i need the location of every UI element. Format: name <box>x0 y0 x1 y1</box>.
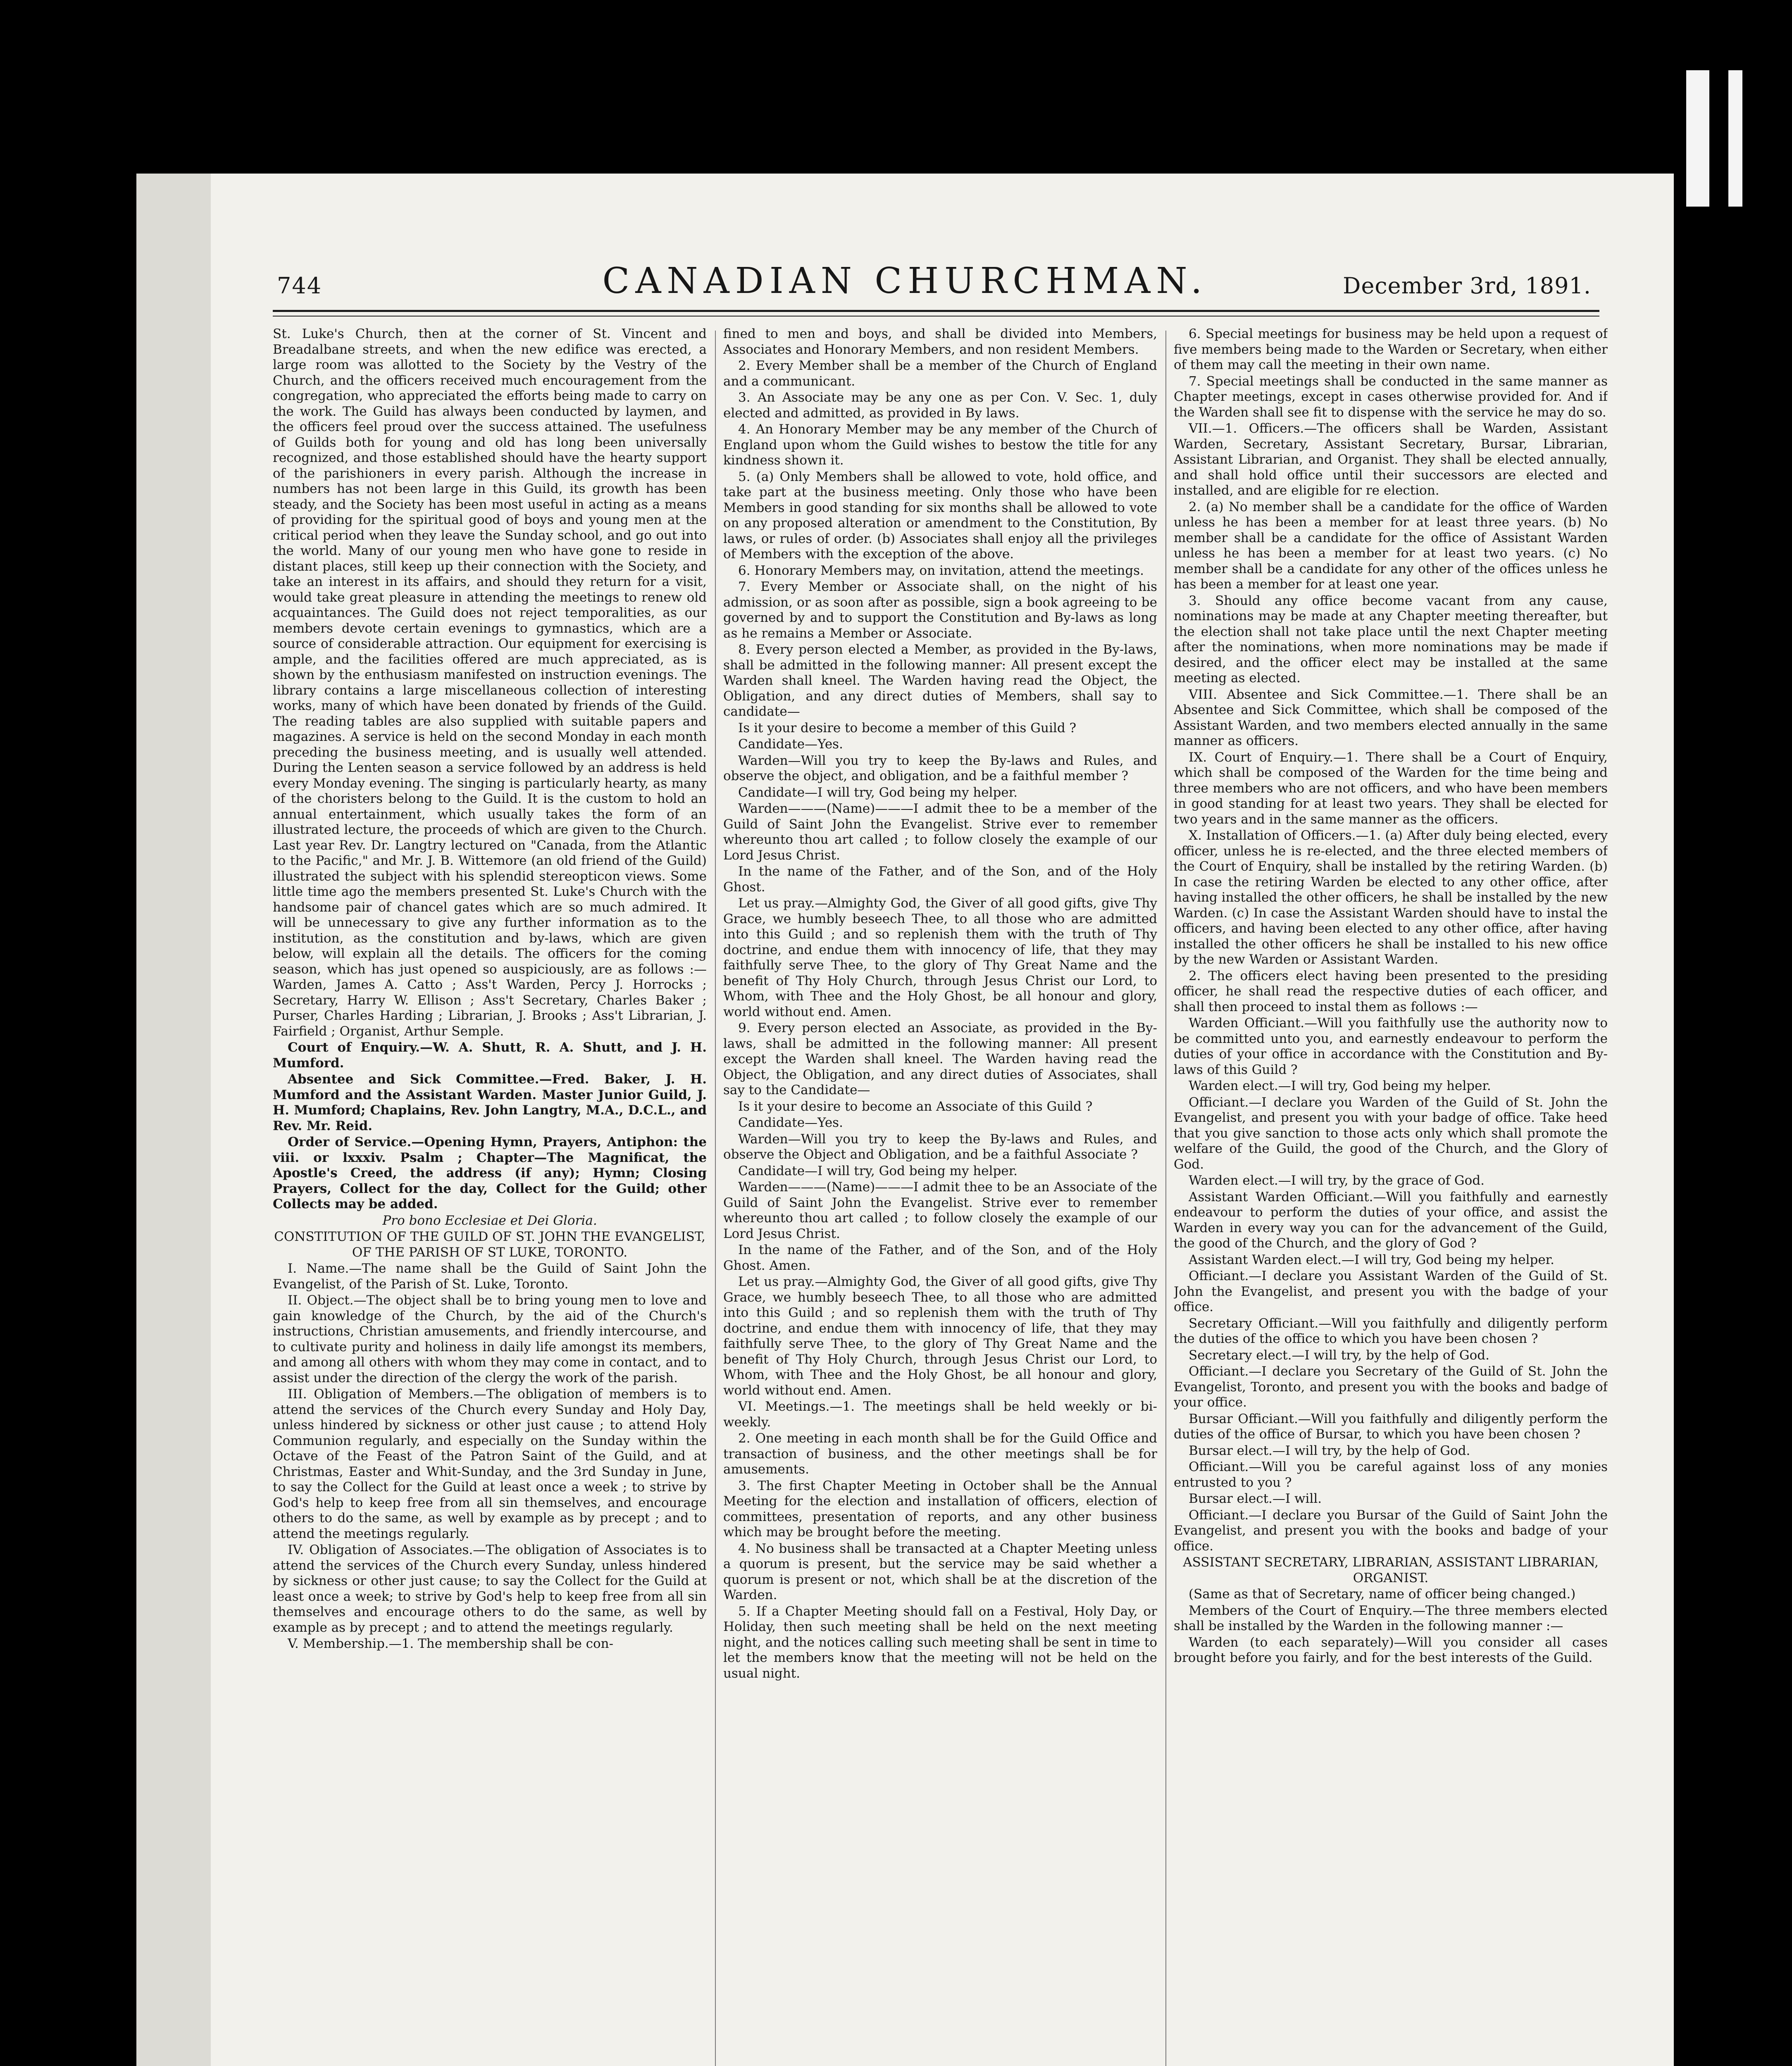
article-paragraph: 6. Special meetings for business may be held upon a request of five members being made to the Warden or Secretary, when either of them may call the meeting in their own name. <box>1174 326 1608 372</box>
article-paragraph: Secretary Officiant.—Will you faithfully and diligently perform the duties of the office to which you have been chosen ? <box>1174 1316 1608 1346</box>
article-paragraph: II. Object.—The object shall be to bring young men to love and gain knowledge of the Church, by the aid of the Church's instructions, Christian amusements, and friendly intercourse, and to cultivate purity and holiness in daily life amongst its members, and among all others with whom they may come in contact, and to assist under the direction of the clergy the work of the parish. <box>273 1293 707 1385</box>
article-paragraph: 8. Every person elected a Member, as provided in the By-laws, shall be admitted in the following manner: All present except the Warden shall kneel. The Warden having read the Object, the Obligation, and any direct duties of Members, shall say to candidate— <box>723 642 1157 719</box>
article-paragraph: In the name of the Father, and of the Son, and of the Holy Ghost. Amen. <box>723 1242 1157 1273</box>
article-paragraph: Candidate—Yes. <box>738 737 843 752</box>
article-paragraph: Let us pray.—Almighty God, the Giver of all good gifts, give Thy Grace, we humbly beseech Thee, to all those who are admitted into this Guild ; and so replenish them with the truth of Thy doctrine, and endue them with innocency of life, that they may faithfully serve Thee, to the glory of Thy Great Name and the benefit of Thy Holy Church, through Jesus Christ our Lord, to Whom, with Thee and the Holy Ghost, be all honour and glory, world without end. Amen. <box>723 896 1157 1019</box>
article-paragraph: 3. An Associate may be any one as per Con. V. Sec. 1, duly elected and admitted, as provided in By laws. <box>723 390 1157 421</box>
column-1 <box>273 326 707 2066</box>
article-paragraph: fined to men and boys, and shall be divided into Members, Associates and Honorary Members, and non resident Members. <box>723 326 1157 357</box>
column-2 <box>723 326 1157 2066</box>
article-paragraph: Officiant.—I declare you Assistant Warden of the Guild of St. John the Evangelist, and present you with the badge of your office. <box>1174 1269 1608 1314</box>
court-of-enquiry-list: Court of Enquiry.—W. A. Shutt, R. A. Shutt, and J. H. Mumford. <box>273 1040 707 1071</box>
column-divider <box>1165 331 1166 2066</box>
page-number: 744 <box>277 273 322 299</box>
section-heading: ASSISTANT SECRETARY, LIBRARIAN, ASSISTANT LIBRARIAN, ORGANIST. <box>1183 1555 1599 1585</box>
article-paragraph: Warden—Will you try to keep the By-laws and Rules, and observe the object, and obligation, and be a faithful member ? <box>723 753 1157 783</box>
page-header <box>136 260 1674 310</box>
article-paragraph: Bursar Officiant.—Will you faithfully and diligently perform the duties of the office of Bursar, to which you have been chosen ? <box>1174 1411 1608 1442</box>
article-paragraph: Candidate—I will try, God being my helper. <box>738 785 1018 800</box>
article-paragraph: Is it your desire to become an Associate of this Guild ? <box>738 1099 1093 1114</box>
constitution-heading: CONSTITUTION OF THE GUILD OF ST. JOHN THE EVANGELIST, OF THE PARISH OF ST LUKE, TORONTO. <box>274 1229 705 1260</box>
article-paragraph: Warden elect.—I will try, God being my helper. <box>1189 1078 1491 1093</box>
column-divider <box>715 331 716 2066</box>
masthead-title: CANADIAN CHURCHMAN. <box>602 260 1208 302</box>
article-paragraph: III. Obligation of Members.—The obligation of members is to attend the services of the Church every Sunday and Holy Day, unless hindered by sickness or other just cause ; to attend Holy Communion regularly, and especially on the Sunday within the Octave of the Feast of the Patron Saint of the Guild, and at Christmas, Easter and Whit-Sunday, and the 3rd Sunday in June, to say the Collect for the Guild at least once a week ; to strive by God's help to keep free from all sin themselves, and encourage others to do the same, as well by example as by precept ; and to attend the meetings regularly. <box>273 1387 707 1541</box>
article-paragraph: Officiant.—Will you be careful against loss of any monies entrusted to you ? <box>1174 1459 1608 1490</box>
article-paragraph: VIII. Absentee and Sick Committee.—1. There shall be an Absentee and Sick Committee, which shall be composed of the Assistant Warden, and two members elected annually in the same manner as officers. <box>1174 687 1608 748</box>
article-paragraph: Members of the Court of Enquiry.—The three members elected shall be installed by the Warden in the following manner :— <box>1174 1603 1608 1633</box>
sick-committee-list: Absentee and Sick Committee.—Fred. Baker, J. H. Mumford and the Assistant Warden. Master Junior Guild, J. H. Mumford; Chaplains, Rev. John Langtry, M.A., D.C.L., and Rev. Mr. Reid. <box>273 1072 707 1133</box>
article-paragraph: 3. The first Chapter Meeting in October shall be the Annual Meeting for the election and installation of officers, election of committees, presentation of reports, and any other business which may be brought before the meeting. <box>723 1478 1157 1540</box>
article-paragraph: 2. The officers elect having been presented to the presiding officer, he shall read the respective duties of each officer, and shall then proceed to instal them as follows :— <box>1174 968 1608 1014</box>
newspaper-page <box>136 174 1674 2066</box>
article-paragraph: Officiant.—I declare you Secretary of the Guild of St. John the Evangelist, Toronto, and present you with the books and badge of your office. <box>1174 1364 1608 1410</box>
film-margin-mark <box>1686 70 1709 207</box>
article-paragraph: Officiant.—I declare you Bursar of the Guild of Saint John the Evangelist, and present you with the books and badge of your office. <box>1174 1507 1608 1554</box>
article-paragraph: 5. (a) Only Members shall be allowed to vote, hold office, and take part at the business meeting. Only those who have been Members in good standing for six months shall be allowed to vote on any proposed alteration or amendment to the Constitution, By laws, or rules of order. (b) Associates shall enjoy all the privileges of Members with the exception of the above. <box>723 469 1157 562</box>
article-paragraph: Warden Officiant.—Will you faithfully use the authority now to be committed unto you, and earnestly endeavour to perform the duties of your office in accordance with the Constitution and By-laws of this Guild ? <box>1174 1016 1608 1077</box>
article-paragraph: VI. Meetings.—1. The meetings shall be held weekly or bi-weekly. <box>723 1399 1157 1430</box>
issue-date: December 3rd, 1891. <box>1343 273 1591 299</box>
article-paragraph: Secretary elect.—I will try, by the help of God. <box>1189 1347 1490 1363</box>
article-paragraph: 3. Should any office become vacant from any cause, nominations may be made at any Chapter meeting thereafter, but the election shall not take place until the next Chapter meeting after the nominations, when more nominations may be made if desired, and the officer elect may be installed at the same meeting as elected. <box>1174 593 1608 685</box>
article-paragraph: X. Installation of Officers.—1. (a) After duly being elected, every officer, unless he is re-elected, and the three elected members of the Court of Enquiry, shall be installed by the retiring Warden. (b) In case the retiring Warden be elected to any other office, after having installed the other officers, he shall be installed by the new Warden. (c) In case the Assistant Warden should have to instal the officers, and having been elected to any other office, after having installed the other officers he shall be installed to his new office by the new Warden or Assistant Warden. <box>1174 828 1608 967</box>
article-paragraph: 2. Every Member shall be a member of the Church of England and a communicant. <box>723 358 1157 389</box>
article-paragraph: Let us pray.—Almighty God, the Giver of all good gifts, give Thy Grace, we humbly beseech Thee, to all those who are admitted into this Guild ; and so replenish them with the truth of Thy doctrine, and endue them with innocency of life, that they may faithfully serve Thee, to the glory of Thy Great Name and the benefit of Thy Holy Church, through Jesus Christ our Lord, to Whom, with Thee and the Holy Ghost, be all honour and glory, world without end. Amen. <box>723 1274 1157 1398</box>
page-binding-edge <box>136 174 211 2066</box>
header-rule <box>273 310 1599 312</box>
article-paragraph: 4. An Honorary Member may be any member of the Church of England upon whom the Guild wishes to bestow the title for any kindness shown it. <box>723 422 1157 468</box>
article-paragraph: Warden elect.—I will try, by the grace of God. <box>1189 1173 1485 1188</box>
article-paragraph: Warden—Will you try to keep the By-laws and Rules, and observe the Object and Obligation, and be a faithful Associate ? <box>723 1131 1157 1162</box>
article-paragraph: In the name of the Father, and of the Son, and of the Holy Ghost. <box>723 864 1157 895</box>
article-paragraph: Candidate—Yes. <box>738 1115 843 1130</box>
article-paragraph: Bursar elect.—I will try, by the help of God. <box>1189 1443 1470 1458</box>
article-paragraph: I. Name.—The name shall be the Guild of Saint John the Evangelist, of the Parish of St. Luke, Toronto. <box>273 1261 707 1292</box>
article-paragraph: 2. One meeting in each month shall be for the Guild Office and transaction of business, and the other meetings shall be for amusements. <box>723 1431 1157 1477</box>
article-paragraph: 2. (a) No member shall be a candidate for the office of Warden unless he has been a member for at least three years. (b) No member shall be a candidate for the office of Assistant Warden unless he has been a member for at least two years. (c) No member shall be a candidate for any other of the offices unless he has been a member for at least one year. <box>1174 499 1608 592</box>
article-paragraph: 4. No business shall be transacted at a Chapter Meeting unless a quorum is present, but the service may be said whether a quorum is present or not, which shall be at the discretion of the Warden. <box>723 1541 1157 1602</box>
article-paragraph: (Same as that of Secretary, name of officer being changed.) <box>1189 1587 1576 1602</box>
column-3 <box>1174 326 1608 2066</box>
article-paragraph: 7. Every Member or Associate shall, on the night of his admission, or as soon after as possible, sign a book agreeing to be governed by and to support the Constitution and By-laws as long as he remains a Member or Associate. <box>723 579 1157 641</box>
article-paragraph: Assistant Warden elect.—I will try, God being my helper. <box>1189 1252 1554 1267</box>
article-paragraph: Warden———(Name)———I admit thee to be a member of the Guild of Saint John the Evangelist. Strive ever to remember whereunto thou art called ; to follow closely the example of our Lord Jesus Christ. <box>723 801 1157 863</box>
article-paragraph: IV. Obligation of Associates.—The obligation of Associates is to attend the services of the Church every Sunday, unless hindered by sickness or other just cause; to say the Collect for the Guild at least once a week; to strive by God's help to keep free from all sin themselves and encourage others to do the same, as well by example as by precept ; and to attend the meetings regularly. <box>273 1542 707 1635</box>
article-paragraph: V. Membership.—1. The membership shall be con- <box>288 1636 614 1651</box>
order-of-service: Order of Service.—Opening Hymn, Prayers, Antiphon: the viii. or lxxxiv. Psalm ; Chapter—The Magnificat, the Apostle's Creed, the address (if any); Hymn; Closing Prayers, Collect for the day, Collect for the Guild; other Collects may be added. <box>273 1135 707 1212</box>
article-paragraph: Officiant.—I declare you Warden of the Guild of St. John the Evangelist, and present you with your badge of office. Take heed that you give sanction to those acts only which shall promote the welfare of the Guild, the good of the Church, and the Glory of God. <box>1174 1095 1608 1172</box>
article-paragraph: 9. Every person elected an Associate, as provided in the By-laws, shall be admitted in the following manner: All present except the Warden shall kneel. The Warden having read the Object, the Obligation, and any direct duties of Associates, shall say to the Candidate— <box>723 1021 1157 1097</box>
article-paragraph: Candidate—I will try, God being my helper. <box>738 1163 1018 1178</box>
article-paragraph: St. Luke's Church, then at the corner of St. Vincent and Breadalbane streets, and when the new edifice was erected, a large room was allotted to the Society by the Vestry of the Church, and the officers received much encouragement from the congregation, who appreciated the efforts being made to carry on the work. The Guild has always been conducted by laymen, and the officers feel proud over the success attained. The usefulness of Guilds both for young and old has long been universally recognized, and those established should have the hearty support of the parishioners in every parish. Although the increase in numbers has not been large in this Guild, its growth has been steady, and the Society has been most useful in acting as a means of providing for the spiritual good of boys and young men at the critical period when they leave the Sunday school, and go out into the world. Many of our young men who have gone to reside in distant places, still keep up their connection with the Society, and take an interest in its affairs, and should they return for a visit, would take great pleasure in attending the meetings to renew old acquaintances. The Guild does not reject temporalities, as our members devote certain evenings to gymnastics, which are a source of considerable attraction. Our equipment for exercising is ample, and the facilities offered are much appreciated, as is shown by the enthusiasm manifested on instruction evenings. The library contains a large miscellaneous collection of interesting works, many of which have been donated by friends of the Guild. The reading tables are also supplied with suitable papers and magazines. A service is held on the second Monday in each month preceding the business meeting, and is usually well attended. During the Lenten season a service followed by an address is held every Monday evening. The singing is particularly hearty, as many of the choristers belong to the Guild. It is the custom to hold an annual entertainment, which usually takes the form of an illustrated lecture, the proceeds of which are given to the Church. Last year Rev. Dr. Langtry lectured on "Canada, from the Atlantic to the Pacific," and Mr. J. B. Wittemore (an old friend of the Guild) illustrated the subject with his splendid stereopticon views. Some little time ago the members presented St. Luke's Church with the handsome pair of chancel gates which are so much admired. It will be unnecessary to give any further information as to the institution, as the constitution and by-laws, which are given below, will explain all the details. The officers for the coming season, which has just opened so auspiciously, are as follows :—Warden, James A. Catto ; Ass't Warden, Percy J. Horrocks ; Secretary, Harry W. Ellison ; Ass't Secretary, Charles Baker ; Purser, Charles Harding ; Librarian, J. Brooks ; Ass't Librarian, J. Fairfield ; Organist, Arthur Semple. <box>273 326 707 1039</box>
article-paragraph: VII.—1. Officers.—The officers shall be Warden, Assistant Warden, Secretary, Assistant Secretary, Bursar, Librarian, Assistant Librarian, and Organist. They shall be elected annually, and shall hold office until their successors are elected and installed, and are eligible for re election. <box>1174 421 1608 498</box>
article-paragraph: 6. Honorary Members may, on invitation, attend the meetings. <box>738 563 1144 578</box>
article-paragraph: 5. If a Chapter Meeting should fall on a Festival, Holy Day, or Holiday, then such meeting shall be held on the next meeting night, and the notices calling such meeting shall be sent in time to let the members know that the meeting will not be held on the usual night. <box>723 1604 1157 1681</box>
article-paragraph: Assistant Warden Officiant.—Will you faithfully and earnestly endeavour to perform the duties of your office, and assist the Warden in every way you can for the advancement of the Guild, the good of the Church, and the glory of God ? <box>1174 1189 1608 1251</box>
article-paragraph: Warden (to each separately)—Will you consider all cases brought before you fairly, and for the best interests of the Guild. <box>1174 1635 1608 1665</box>
article-paragraph: Bursar elect.—I will. <box>1189 1491 1322 1506</box>
article-paragraph: Is it your desire to become a member of this Guild ? <box>738 720 1077 735</box>
header-rule-thin <box>273 316 1599 317</box>
article-paragraph: IX. Court of Enquiry.—1. There shall be a Court of Enquiry, which shall be composed of the Warden for the time being and three members who are not officers, and who have been members in good standing for at least two years. They shall be elected for two years and in the same manner as the officers. <box>1174 750 1608 827</box>
film-margin-mark <box>1728 70 1742 207</box>
article-paragraph: Warden———(Name)———I admit thee to be an Associate of the Guild of Saint John the Evangelist. Strive ever to remember whereunto thou art called ; to follow closely the example of our Lord Jesus Christ. <box>723 1180 1157 1241</box>
article-paragraph: 7. Special meetings shall be conducted in the same manner as Chapter meetings, except in cases otherwise provided for. And if the Warden shall see fit to dispense with the service he may do so. <box>1174 374 1608 420</box>
motto: Pro bono Ecclesiae et Dei Gloria. <box>382 1213 597 1228</box>
